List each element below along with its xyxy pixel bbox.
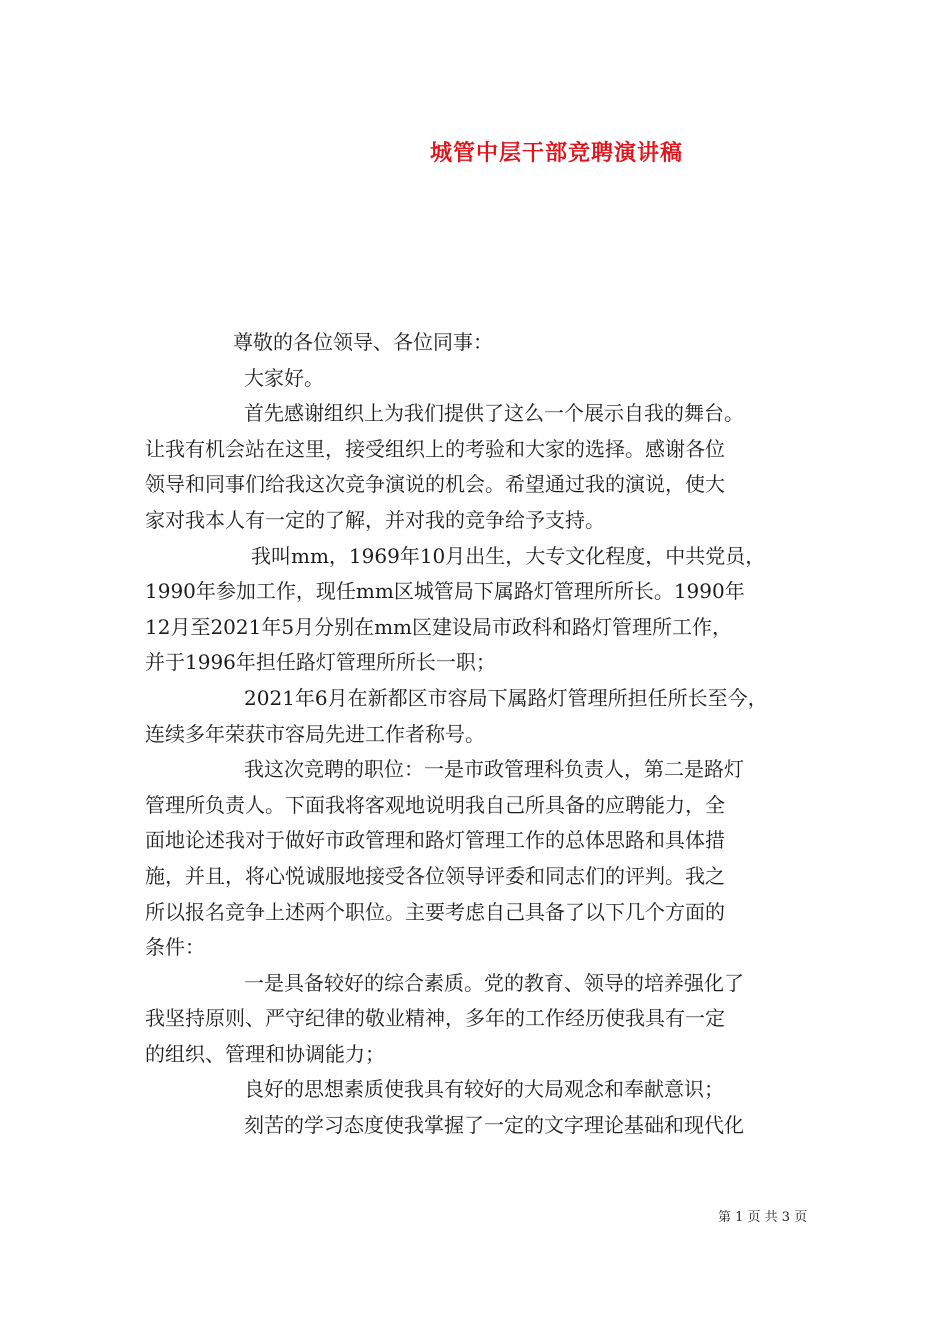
paragraph-line: 良好的思想素质使我具有较好的大局观念和奉献意识； bbox=[244, 1077, 724, 1102]
paragraph-line: 我坚持原则、严守纪律的敬业精神，多年的工作经历使我具有一定 bbox=[145, 1006, 725, 1031]
paragraph-line: 刻苦的学习态度使我掌握了一定的文字理论基础和现代化 bbox=[244, 1113, 744, 1138]
document-body bbox=[145, 325, 810, 1144]
paragraph-line: 家对我本人有一定的了解，并对我的竞争给予支持。 bbox=[145, 507, 605, 532]
document-title: 城管中层干部竞聘演讲稿 bbox=[430, 140, 684, 166]
paragraph-line: 一是具备较好的综合素质。党的教育、领导的培养强化了 bbox=[244, 970, 744, 995]
paragraph-line: 领导和同事们给我这次竞争演说的机会。希望通过我的演说，使大 bbox=[145, 472, 725, 497]
paragraph-line: 连续多年荣获市容局先进工作者称号。 bbox=[145, 721, 485, 746]
paragraph-line: 首先感谢组织上为我们提供了这么一个展示自我的舞台。 bbox=[244, 401, 744, 426]
paragraph-line: 让我有机会站在这里，接受组织上的考验和大家的选择。感谢各位 bbox=[145, 436, 725, 461]
paragraph-line: 2021年6月在新都区市容局下属路灯管理所担任所长至今， bbox=[244, 685, 768, 710]
paragraph-line: 条件： bbox=[145, 935, 205, 960]
paragraph-line: 12月至2021年5月分别在mm区建设局市政科和路灯管理所工作， bbox=[145, 614, 733, 639]
greeting-line: 大家好。 bbox=[244, 365, 324, 390]
paragraph-line: 我叫mm，1969年10月出生，大专文化程度，中共党员， bbox=[251, 543, 766, 568]
paragraph-line: 所以报名竞争上述两个职位。主要考虑自己具备了以下几个方面的 bbox=[145, 899, 725, 924]
paragraph-line: 管理所负责人。下面我将客观地说明我自己所具备的应聘能力，全 bbox=[145, 792, 725, 817]
paragraph-line: 的组织、管理和协调能力； bbox=[145, 1041, 385, 1066]
paragraph-line: 面地论述我对于做好市政管理和路灯管理工作的总体思路和具体措 bbox=[145, 828, 725, 853]
page-number-footer: 第 1 页 共 3 页 bbox=[718, 1210, 808, 1225]
paragraph-line: 我这次竞聘的职位：一是市政管理科负责人，第二是路灯 bbox=[244, 757, 744, 782]
paragraph-line: 1990年参加工作，现任mm区城管局下属路灯管理所所长。1990年 bbox=[145, 579, 745, 604]
salutation-line: 尊敬的各位领导、各位同事： bbox=[233, 330, 493, 354]
paragraph-line: 施，并且，将心悦诚服地接受各位领导评委和同志们的评判。我之 bbox=[145, 863, 725, 888]
paragraph-line: 并于1996年担任路灯管理所所长一职； bbox=[145, 650, 496, 675]
